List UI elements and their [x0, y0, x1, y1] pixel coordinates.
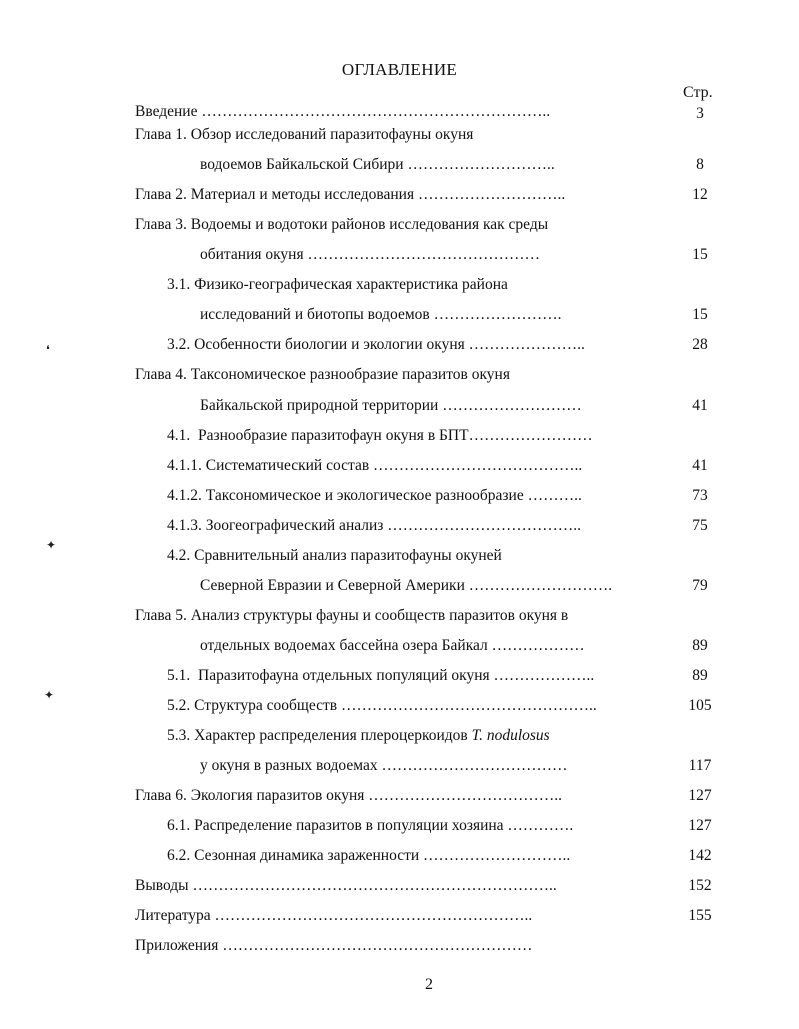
- toc-entry-6-1: 6.1. Распределение паразитов в популяции хозяина ………….: [167, 817, 574, 834]
- toc-page-ch4: 41: [692, 397, 708, 414]
- toc-entry-5-3: [167, 726, 550, 746]
- scan-speck: ✦: [44, 688, 55, 702]
- toc-page-5-1: 89: [692, 667, 708, 684]
- toc-entry-4-1-1: 4.1.1. Систематический состав …………………………………..: [167, 457, 583, 474]
- toc-entry-ch3-cont: обитания окуня ………………………………………: [200, 246, 540, 263]
- toc-page-references: 155: [688, 907, 712, 924]
- toc-page-3-1: 15: [692, 306, 708, 323]
- toc-entry-ch3: Глава 3. Водоемы и водотоки районов исследования как среды: [135, 216, 549, 233]
- toc-page-5-2: 105: [688, 697, 712, 714]
- toc-entry-4-1: 4.1. Разнообразие паразитофаун окуня в БПТ……………………: [167, 427, 593, 444]
- toc-entry-ch5: Глава 5. Анализ структуры фауны и сообществ паразитов окуня в: [135, 607, 569, 624]
- toc-page-4-1-2: 73: [692, 487, 708, 504]
- toc-entry-5-2: 5.2. Структура сообществ …………………………………………..: [167, 697, 597, 714]
- scan-speck: ❛: [46, 343, 50, 357]
- toc-entry-3-1-cont: исследований и биотопы водоемов …………………….: [200, 306, 562, 323]
- toc-page-ch3: 15: [692, 246, 708, 263]
- toc-entry-ch5-cont: отдельных водоемах бассейна озера Байкал ………………: [200, 637, 585, 654]
- footer-page-number: 2: [425, 976, 433, 993]
- toc-page-4-1-3: 75: [692, 517, 708, 534]
- toc-entry-ch6: Глава 6. Экология паразитов окуня ………………………………..: [135, 787, 563, 804]
- toc-page-6-2: 142: [688, 847, 712, 864]
- toc-page-ch2: 12: [692, 186, 708, 203]
- toc-entry-5-1: 5.1. Паразитофауна отдельных популяций окуня ………………..: [167, 667, 595, 684]
- toc-entry-intro: Введение …………………………………………………………..: [135, 103, 551, 120]
- page-title: ОГЛАВЛЕНИЕ: [341, 60, 458, 79]
- toc-page-4-2: 79: [692, 577, 708, 594]
- toc-entry-6-2: 6.2. Сезонная динамика зараженности ………………………..: [167, 847, 571, 864]
- toc-entry-conclusions: Выводы ……………………………………………………………..: [135, 877, 557, 894]
- scan-speck: ✦: [46, 538, 57, 552]
- toc-entry-references: Литература ……………………………………………………..: [135, 907, 533, 924]
- toc-entry-5-3-cont: у окуня в разных водоемах ………………………………: [200, 757, 568, 774]
- toc-entry-ch1: Глава 1. Обзор исследований паразитофауны окуня: [135, 126, 474, 143]
- toc-page-ch6: 127: [688, 787, 712, 804]
- toc-entry-4-1-3: 4.1.3. Зоогеографический анализ ………………………………..: [167, 517, 582, 534]
- toc-page-ch5: 89: [692, 637, 708, 654]
- toc-entry-4-2-cont: Северной Евразии и Северной Америки ……………………….: [200, 577, 613, 594]
- toc-entry-ch1-cont: водоемов Байкальской Сибири ………………………..: [200, 156, 555, 173]
- toc-entry-3-2: 3.2. Особенности биологии и экологии окуня …………………..: [167, 336, 585, 353]
- toc-entry-ch4: Глава 4. Таксономическое разнообразие паразитов окуня: [135, 366, 510, 383]
- toc-page-conclusions: 152: [688, 877, 712, 894]
- toc-page-5-3: 117: [688, 757, 712, 774]
- toc-entry-appendices: Приложения ……………………………………………………: [135, 937, 533, 954]
- toc-entry-ch4-cont: Байкальской природной территории ………………………: [200, 397, 582, 414]
- toc-entry-4-2: 4.2. Сравнительный анализ паразитофауны окуней: [167, 547, 502, 564]
- toc-page-4-1-1: 41: [692, 457, 708, 474]
- toc-entry-4-1-2: 4.1.2. Таксономическое и экологическое разнообразие ………..: [167, 487, 582, 504]
- toc-entry-5-3-text: 5.3. Характер распределения плероцеркоидов: [167, 727, 472, 744]
- toc-page-3-2: 28: [692, 336, 708, 353]
- toc-page-ch1: 8: [696, 156, 704, 173]
- toc-page-6-1: 127: [688, 817, 712, 834]
- species-name: T. nodulosus: [471, 727, 550, 744]
- toc-entry-3-1: 3.1. Физико-географическая характеристика района: [167, 276, 508, 293]
- toc-page-intro: 3: [696, 105, 704, 122]
- toc-entry-ch2: Глава 2. Материал и методы исследования ………………………..: [135, 186, 566, 203]
- page-column-label: Стр.: [683, 84, 713, 101]
